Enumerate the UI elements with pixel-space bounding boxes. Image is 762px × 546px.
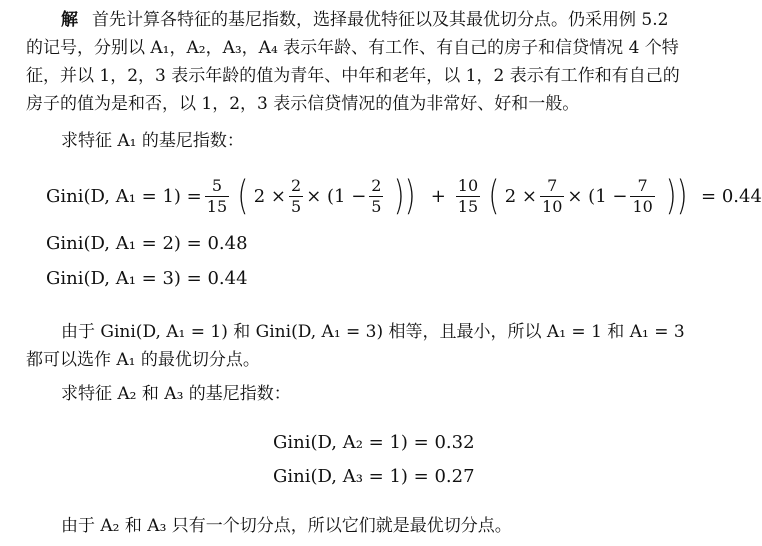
eq1-result: = 0.44 xyxy=(701,185,762,207)
intro-paragraph xyxy=(26,6,716,118)
eq1-term: × (1 − xyxy=(567,185,628,207)
fraction: $\frac{2}{5}$ xyxy=(371,175,382,216)
fraction: $\frac{7}{10}$ xyxy=(632,175,653,216)
conclusion-a1-paragraph xyxy=(26,318,716,374)
step-a2-a3-heading: 求特征 A₂ 和 A₃ 的基尼指数： xyxy=(61,384,291,404)
gini-a1-2-equation: Gini(D, A₁ = 2) = 0.48 xyxy=(46,232,248,254)
conclusion-a1-line-1: 由于 Gini(D, A₁ = 1) 和 Gini(D, A₁ = 3) 相等，且最小，所以 A₁ = 1 和 A₁ = 3 xyxy=(61,322,685,342)
eq1-term: 2 × xyxy=(504,185,538,207)
step-a1-heading: 求特征 A₁ 的基尼指数： xyxy=(61,131,244,151)
right-paren: )) xyxy=(394,173,417,219)
gini-a2-equation: Gini(D, A₂ = 1) = 0.32 xyxy=(273,431,475,453)
fraction: $\frac{7}{10}$ xyxy=(542,175,563,216)
intro-line-1: 首先计算各特征的基尼指数，选择最优特征以及其最优切分点。仍采用例 5.2 xyxy=(92,10,669,30)
eq1-lhs: Gini(D, A₁ = 1) = xyxy=(46,185,202,207)
eq1-term: × (1 − xyxy=(306,185,367,207)
fraction: $\frac{5}{15}$ xyxy=(206,175,228,216)
gini-a1-1-equation xyxy=(46,170,762,222)
plus-sign: + xyxy=(430,185,446,207)
intro-line-2: 的记号，分别以 A₁，A₂，A₃，A₄ 表示年龄、有工作、有自己的房子和信贷情况 4 个特 xyxy=(26,38,679,58)
conclusion-a1-line-2: 都可以选作 A₁ 的最优切分点。 xyxy=(26,350,260,370)
conclusion-a2-a3: 由于 A₂ 和 A₃ 只有一个切分点，所以它们就是最优切分点。 xyxy=(61,516,512,536)
intro-line-4: 房子的值为是和否，以 1，2，3 表示信贷情况的值为非常好、好和一般。 xyxy=(26,94,580,114)
eq1-term: 2 × xyxy=(253,185,286,207)
gini-a1-3-equation: Gini(D, A₁ = 3) = 0.44 xyxy=(46,267,248,289)
left-paren: ( xyxy=(488,173,500,219)
right-paren: )) xyxy=(665,173,688,219)
gini-a3-equation: Gini(D, A₃ = 1) = 0.27 xyxy=(273,465,475,487)
solution-label: 解 xyxy=(61,10,78,30)
fraction: $\frac{2}{5}$ xyxy=(291,175,302,216)
fraction: $\frac{10}{15}$ xyxy=(457,175,479,216)
intro-line-3: 征，并以 1，2，3 表示年龄的值为青年、中年和老年，以 1，2 表示有工作和有自己的 xyxy=(26,66,680,86)
left-paren: ( xyxy=(237,173,249,219)
